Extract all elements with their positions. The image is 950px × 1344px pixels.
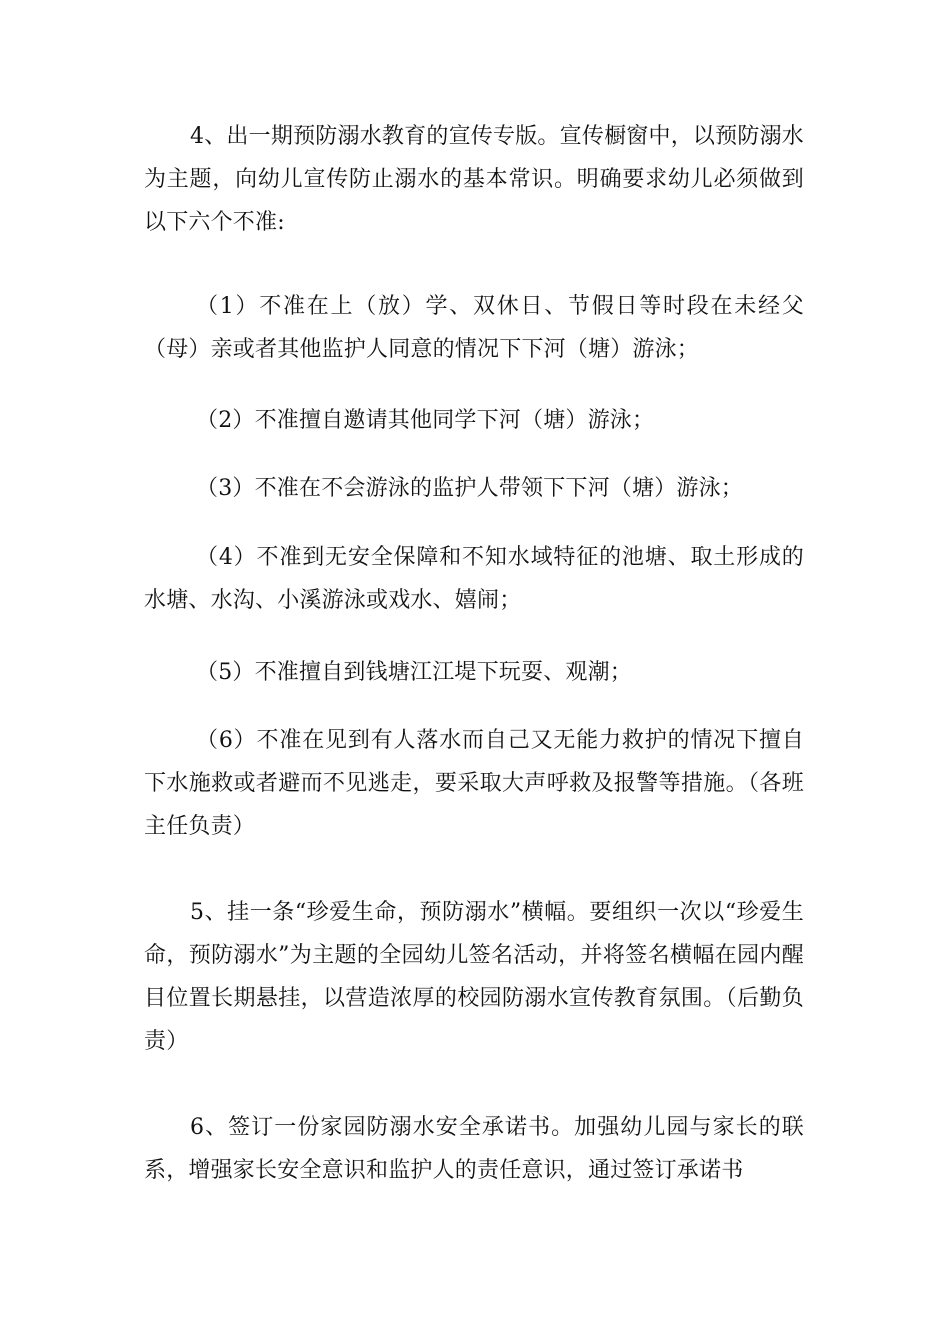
rule-item-6: （6）不准在见到有人落水而自己又无能力救护的情况下擅自下水施救或者避而不见逃走，要采取大声呼救及报警等措施。（各班主任负责） — [144, 728, 804, 839]
rule-item-1: （1）不准在上（放）学、双休日、节假日等时段在未经父（母）亲或者其他监护人同意的情况下下河（塘）游泳； — [144, 294, 804, 362]
rule-item-4: （4）不准到无安全保障和不知水域特征的池塘、取土形成的水塘、水沟、小溪游泳或戏水、嬉闹； — [144, 545, 804, 613]
paragraph-item-5: 5、挂一条“珍爱生命，预防溺水”横幅。要组织一次以“珍爱生命，预防溺水”为主题的全园幼儿签名活动，并将签名横幅在园内醒目位置长期悬挂，以营造浓厚的校园防溺水宣传教育氛围。（后勤负责） — [144, 900, 804, 1054]
rule-item-5: （5）不准擅自到钱塘江江堤下玩耍、观潮； — [196, 660, 632, 685]
rule-item-2: （2）不准擅自邀请其他同学下河（塘）游泳； — [196, 408, 655, 433]
paragraph-item-6: 6、签订一份家园防溺水安全承诺书。加强幼儿园与家长的联系，增强家长安全意识和监护人的责任意识，通过签订承诺书 — [144, 1115, 804, 1183]
paragraph-item-4: 4、出一期预防溺水教育的宣传专版。宣传橱窗中，以预防溺水为主题，向幼儿宣传防止溺水的基本常识。明确要求幼儿必须做到以下六个不准: — [144, 124, 804, 235]
rule-item-3: （3）不准在不会游泳的监护人带领下下河（塘）游泳； — [196, 476, 743, 501]
